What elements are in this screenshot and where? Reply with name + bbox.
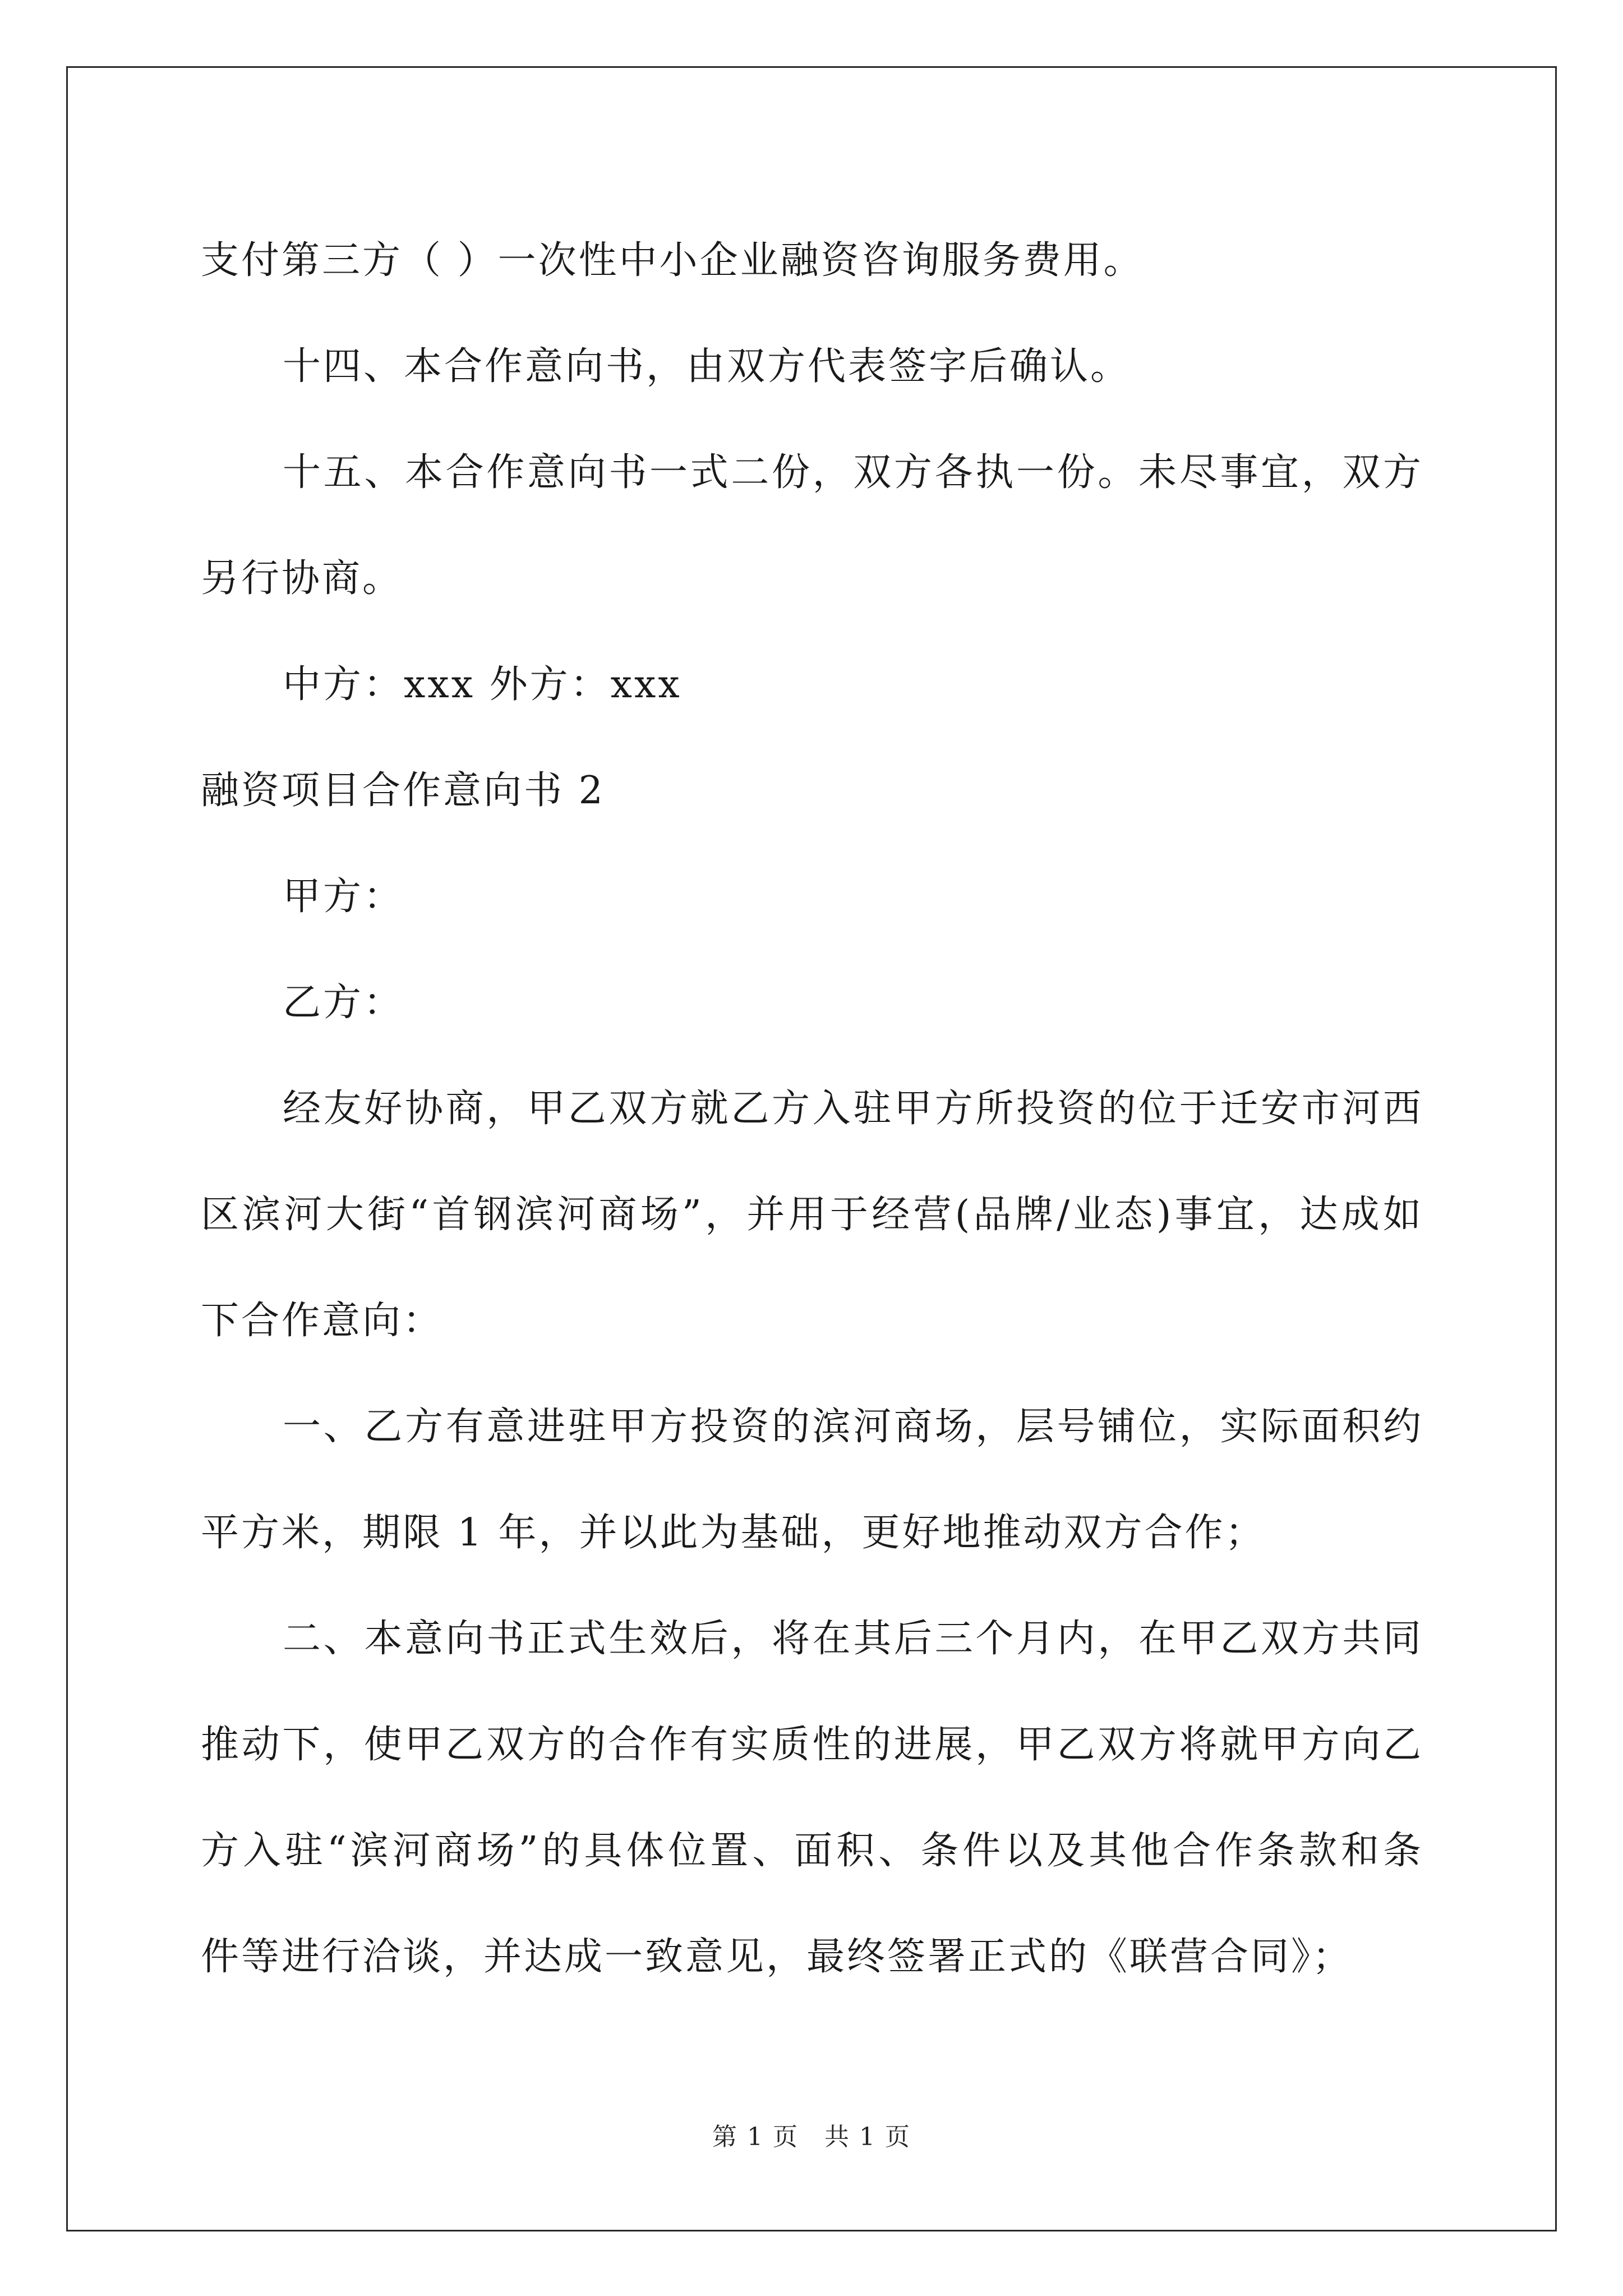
page-number-footer: 第 1 页 共 1 页 [712, 2123, 911, 2151]
party-b-label: 乙方： [283, 981, 404, 1025]
text-line: 平方米，期限 1 年，并以此为基础，更好地推动双方合作； [201, 1511, 1266, 1555]
text-line: 十四、本合作意向书，由双方代表签字后确认。 [283, 344, 1131, 389]
text-line: 下合作意向： [201, 1299, 444, 1343]
text-line: 另行协商。 [201, 556, 403, 601]
text-line: 一、乙方有意进驻甲方投资的滨河商场，层号铺位，实际面积约 [283, 1405, 1423, 1449]
text-line: 区滨河大街“首钢滨河商场”，并用于经营(品牌/业态)事宜，达成如 [201, 1193, 1423, 1237]
text-line: 支付第三方（ ）一次性中小企业融资咨询服务费用。 [201, 238, 1144, 283]
document-body [201, 208, 1423, 2010]
party-a-label: 甲方： [283, 875, 404, 919]
text-line: 二、本意向书正式生效后，将在其后三个月内，在甲乙双方共同 [283, 1617, 1423, 1661]
text-line: 推动下，使甲乙双方的合作有实质性的进展，甲乙双方将就甲方向乙 [201, 1723, 1423, 1767]
text-line: 中方：xxx 外方：xxx [283, 662, 682, 707]
text-line: 方入驻“滨河商场”的具体位置、面积、条件以及其他合作条款和条 [201, 1829, 1423, 1873]
text-line: 件等进行洽谈，并达成一致意见，最终签署正式的《联营合同》； [201, 1935, 1353, 1979]
text-line: 经友好协商，甲乙双方就乙方入驻甲方所投资的位于迁安市河西 [283, 1087, 1423, 1131]
section-heading: 融资项目合作意向书 2 [201, 769, 605, 813]
text-line: 十五、本合作意向书一式二份，双方各执一份。未尽事宜，双方 [283, 450, 1423, 495]
